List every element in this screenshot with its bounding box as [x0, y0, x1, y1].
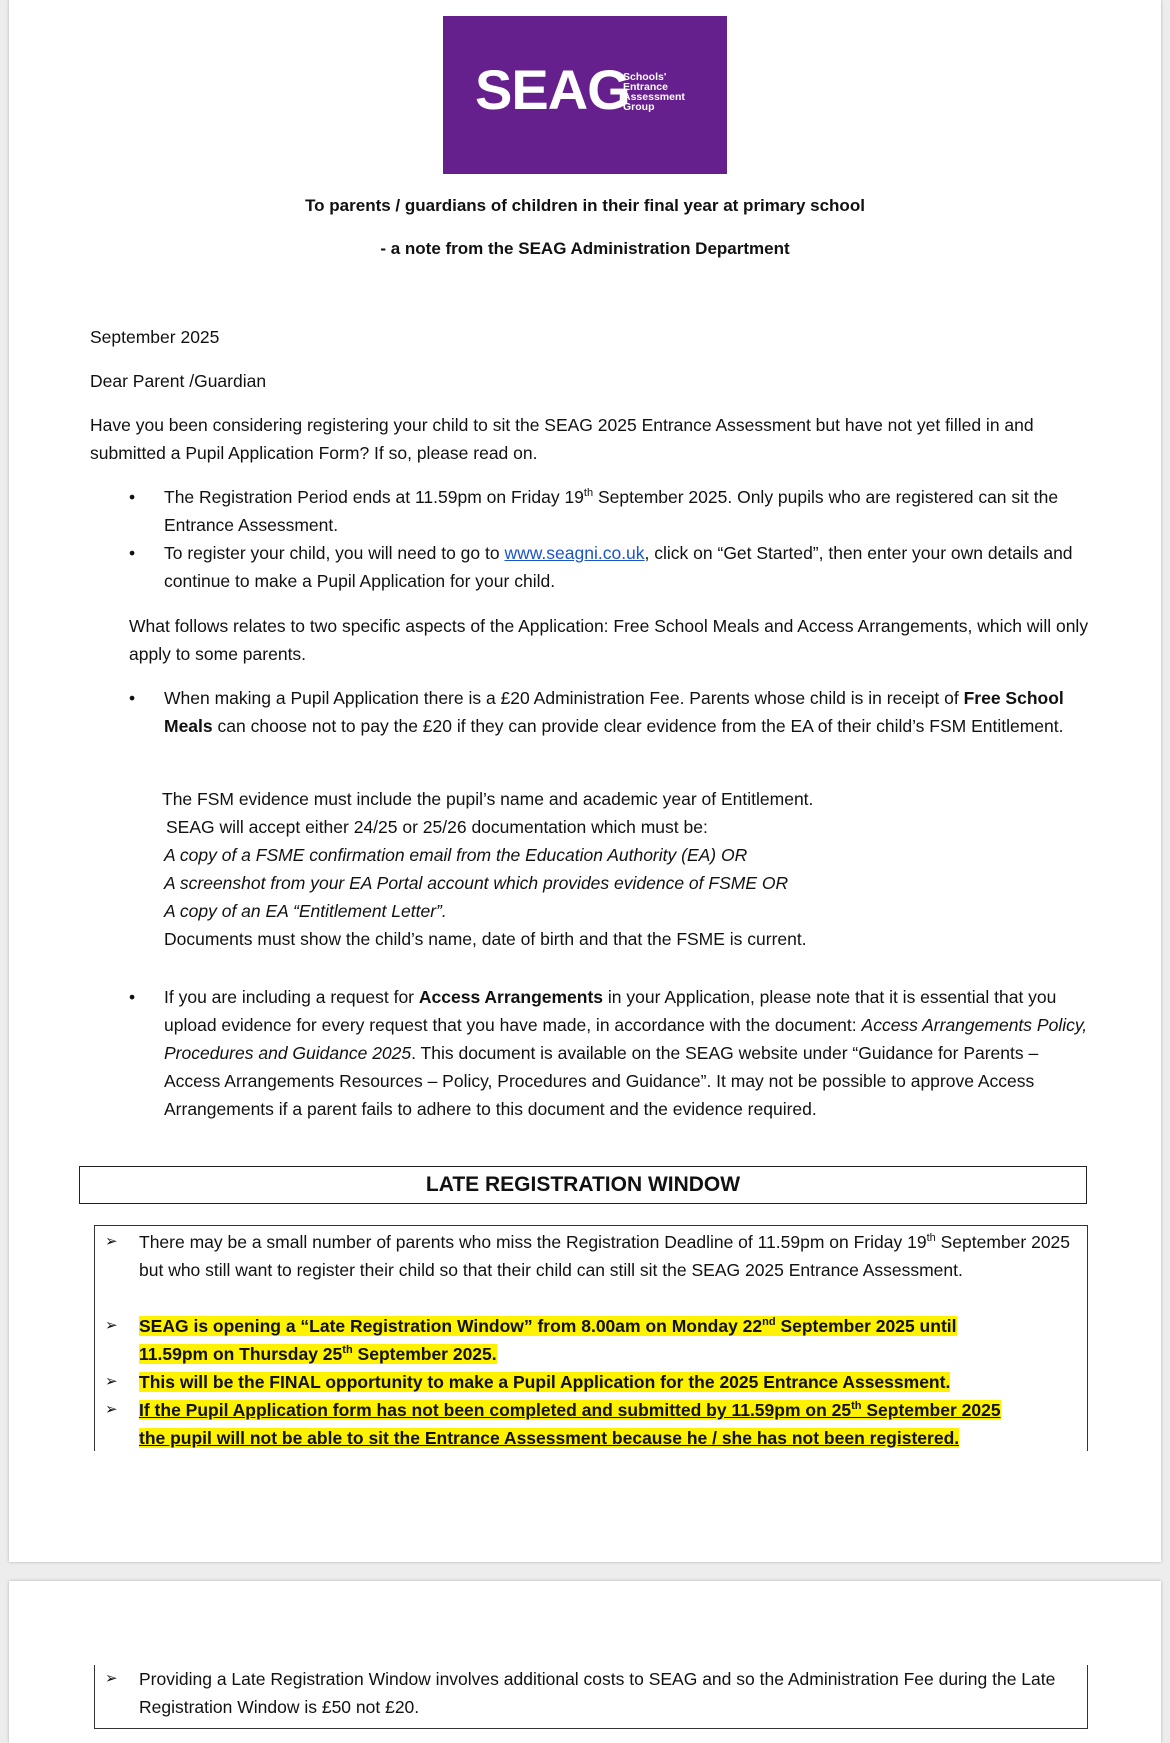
logo-wordmark: SEAG: [475, 58, 630, 121]
seag-logo: [443, 16, 727, 174]
access-list: [129, 983, 1089, 1123]
arrow-bullet-icon: ➢: [105, 1317, 118, 1334]
document-page-1: [9, 0, 1161, 1562]
late-registration-box-continued: [94, 1665, 1088, 1729]
bullet-icon: •: [129, 688, 136, 708]
list-item: • To register your child, you will need to go to www.seagni.co.uk, click on “Get Started”, then enter your own details and continue to make a Pupil Application for your child.: [129, 539, 1089, 595]
logo-tagline: Schools' Entrance Assessment Group: [623, 71, 685, 113]
seagni-link[interactable]: www.seagni.co.uk: [504, 543, 645, 563]
bullet-icon: •: [129, 543, 136, 563]
late-registration-title: LATE REGISTRATION WINDOW: [79, 1166, 1087, 1204]
late-registration-box: [94, 1225, 1088, 1451]
late-item-5: Providing a Late Registration Window involves additional costs to SEAG and so the Administration Fee during the Late Registration Window is £50 not £20.: [139, 1669, 1056, 1717]
follows-paragraph: What follows relates to two specific aspects of the Application: Free School Meals and Access Arrangements, which will only apply to some parents.: [129, 616, 1089, 664]
list-item: • If you are including a request for Access Arrangements in your Application, please note that it is essential that you upload evidence for every request that you have made, in accordance with the document: Access Arrangements Policy, Procedures and Guidance 2025. This document is available on the SEAG website under “Guidance for Parents – Access Arrangements Resources – Policy, Procedures and Guidance”. It may not be possible to approve Access Arrangements if a parent fails to adhere to this document and the evidence required.: [129, 983, 1089, 1123]
fsm-list: [129, 684, 1089, 740]
arrow-bullet-icon: ➢: [105, 1670, 118, 1687]
bullet-icon: •: [129, 487, 136, 507]
header-line-1: To parents / guardians of children in their final year at primary school: [305, 196, 865, 215]
bullet-icon: •: [129, 987, 136, 1007]
salutation: Dear Parent /Guardian: [90, 371, 267, 391]
registration-list: [129, 483, 1089, 595]
late-item-1: There may be a small number of parents who miss the Registration Deadline of 11.59pm on Friday 19th September 2025 but who still want to register their child so that their child can still sit the SEAG 2025 Entrance Assessment.: [139, 1232, 1071, 1280]
letter-date: September 2025: [90, 327, 220, 347]
arrow-bullet-icon: ➢: [105, 1233, 118, 1250]
list-item: • The Registration Period ends at 11.59pm on Friday 19th September 2025. Only pupils who are registered can sit the Entrance Assessment.: [129, 483, 1089, 539]
list-item: • When making a Pupil Application there is a £20 Administration Fee. Parents whose child is in receipt of Free School Meals can choose not to pay the £20 if they can provide clear evidence from the EA of their child’s FSM Entitlement.: [129, 684, 1089, 740]
late-item-4: If the Pupil Application form has not been completed and submitted by 11.59pm on 25th September 2025 the pupil will not be able to sit the Entrance Assessment because he / she has not been registered.: [139, 1400, 1001, 1448]
intro-paragraph: Have you been considering registering your child to sit the SEAG 2025 Entrance Assessment but have not yet filled in and submitted a Pupil Application Form? If so, please read on.: [90, 415, 1034, 463]
late-item-3: This will be the FINAL opportunity to make a Pupil Application for the 2025 Entrance Assessment.: [139, 1372, 951, 1392]
arrow-bullet-icon: ➢: [105, 1401, 118, 1418]
header-line-2: - a note from the SEAG Administration Department: [380, 239, 790, 258]
late-item-2: SEAG is opening a “Late Registration Window” from 8.00am on Monday 22nd September 2025 until 11.59pm on Thursday 25th September 2025.: [139, 1316, 957, 1364]
arrow-bullet-icon: ➢: [105, 1373, 118, 1390]
document-page-2: [9, 1581, 1161, 1743]
fsm-evidence-block: The FSM evidence must include the pupil’s name and academic year of Entitlement. SEAG will accept either 24/25 or 25/26 documentation which must be: A copy of a FSME confirmation email from the Education Authority (EA) OR A screenshot from your EA Portal account which provides evidence of FSME OR A copy of an EA “Entitlement Letter”. Documents must show the child’s name, date of birth and that the FSME is current.: [162, 789, 814, 949]
